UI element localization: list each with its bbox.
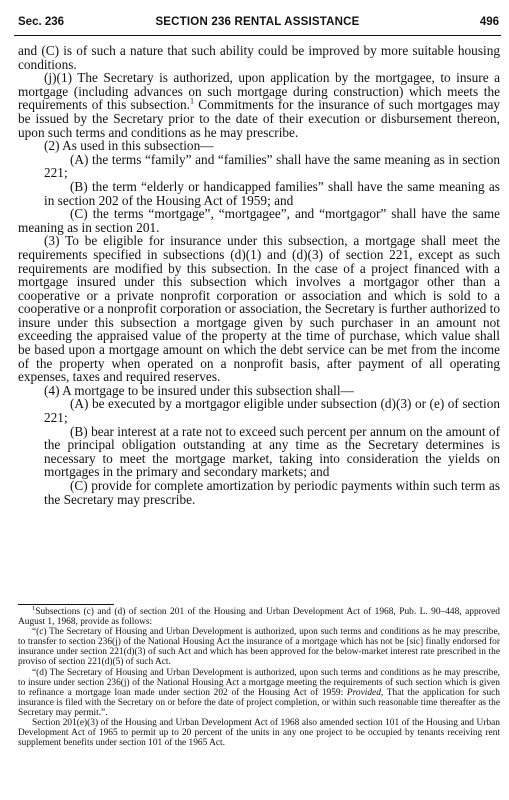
paragraph-4B: (B) bear interest at a rate not to exceed such percent per annum on the amount of the principal obligation outstanding at any time as the Secretary determines is necessary to meet the mortgage market, taking into consideration the yields on mortgages in the primary and secondary markets; and xyxy=(44,423,500,480)
header-title: SECTION 236 RENTAL ASSISTANCE xyxy=(155,16,360,28)
paragraph-j1 xyxy=(18,71,500,139)
header-rule xyxy=(14,35,501,36)
paragraph-2C: (C) the terms “mortgage”, “mortgagee”, and “mortgagor” shall have the same meaning as in section 201. xyxy=(18,206,500,235)
body-text xyxy=(18,44,500,506)
footnote-1-e: Section 201(e)(3) of the Housing and Urban Development Act of 1968 also amended section 101 of the Housing and Urban Development Act of 1965 to permit up to 20 percent of the units in any one project to be occupied by tenants receiving rent supplement benefits under section 101 of the 1965 Act. xyxy=(18,718,500,749)
footnote-1-d-text: “(d) The Secretary of Housing and Urban Development is authorized, upon such terms and conditions as he may prescribe, to insure under section 236(j) of the National Housing Act a mortgage meeting the requirements of such section which is given to refinance a mortgage loan made under section 202 of the Housing Act of 1959: xyxy=(18,667,500,698)
footnote-1-d-italic: Provided, xyxy=(346,687,384,698)
section-number: Sec. 236 xyxy=(18,16,65,28)
paragraph-4C: (C) provide for complete amortization by periodic payments within such term as the Secretary may prescribe. xyxy=(44,478,500,507)
page-number: 496 xyxy=(479,16,499,28)
footnote-1-c: “(c) The Secretary of Housing and Urban Development is authorized, upon such terms and conditions as he may prescribe, to transfer to section 236(j) of the National Housing Act the insurance of a mortgage which has not be [sic] finally endorsed for insurance under section 221(d)(3) of such Act and which has been approved for the below-market interest rate prescribed in the proviso of section 221(d)(5) of such Act. xyxy=(18,627,500,668)
paragraph-2A: (A) the terms “family” and “families” shall have the same meaning as in section 221; xyxy=(44,151,500,181)
paragraph-2B: (B) the term “elderly or handicapped families” shall have the same meaning as in section 202 of the Housing Act of 1959; and xyxy=(44,178,500,208)
paragraph-continuation: and (C) is of such a nature that such ability could be improved by more suitable housing conditions. xyxy=(18,43,500,72)
footnote-ref-1: 1 xyxy=(190,96,194,106)
footnote-marker-1: 1 xyxy=(32,604,36,612)
footnote-1-intro xyxy=(18,604,500,628)
paragraph-3: (3) To be eligible for insurance under this subsection, a mortgage shall meet the requirements specified in subsections (d)(1) and (d)(3) of section 221, except as such requirements are modified by this subsection. In the case of a project financed with a mortgage insured under this subsection which involves a mortgagor other than a cooperative or a private nonprofit corporation or association and which is sold to a cooperative or a nonprofit corporation or association, the Secretary is further authorized to insure under this subsection a mortgage given by such purchaser in an amount not exceeding the appraised value of the property at the time of purchase, which value shall be based upon a mortgage amount on which the debt service can be met from the income of the property when operated on a nonprofit basis, after payment of all operating expenses, taxes and required reserves. xyxy=(18,233,500,385)
footnote-1-d xyxy=(18,668,500,718)
footnote-1-d-text-cont: That the application for such insurance is filed with the Secretary on or before the date of project completion, or within such reasonable time thereafter as the Secretary may permit.”. xyxy=(18,687,500,718)
paragraph-4: (4) A mortgage to be insured under this subsection shall— xyxy=(44,382,354,398)
paragraph-j1-text: (j)(1) The Secretary is authorized, upon application by the mortgagee, to insure a mortgage (including advances on such mortgage during construction) which meets the requirements of this subsection. xyxy=(18,70,500,113)
paragraph-4A: (A) be executed by a mortgagor eligible under subsection (d)(3) or (e) of section 221; xyxy=(44,396,500,426)
paragraph-j1-text-cont: Commitments for the insurance of such mortgages may be issued by the Secretary prior to the date of their execution or disbursement thereon, upon such terms and conditions as he may prescribe. xyxy=(18,97,500,140)
footnote-1-intro-text: Subsections (c) and (d) of section 201 of the Housing and Urban Development Act of 1968, Pub. L. 90–448, approved August 1, 1968, provide as follows: xyxy=(18,607,500,628)
running-header xyxy=(14,10,501,36)
paragraph-2: (2) As used in this subsection— xyxy=(44,138,214,154)
footnotes xyxy=(18,604,500,749)
